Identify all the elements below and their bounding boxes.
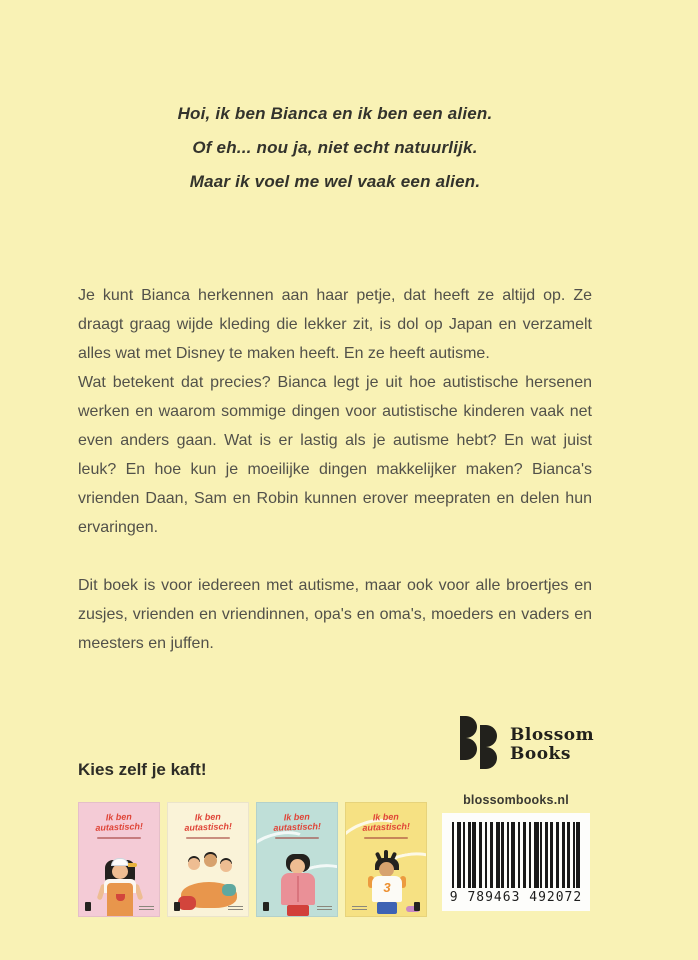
pants-shape (287, 905, 309, 916)
cover-small-print (317, 904, 332, 910)
intro-line: Hoi, ik ben Bianca en ik ben een alien. (177, 104, 493, 123)
cover-title: Ik ben autastisch! (362, 811, 411, 833)
intro-blurb (78, 97, 592, 199)
publisher-website: blossombooks.nl (463, 793, 569, 807)
shirt-number: 3 (383, 880, 391, 895)
barcode-bars (452, 822, 580, 888)
zipper-shape (297, 876, 299, 902)
clothes-shape (178, 896, 196, 910)
cover-author-line (186, 837, 230, 839)
paragraph: Je kunt Bianca herkennen aan haar petje, dat heeft ze altijd op. Ze draagt graag wijde kleding die lekker zit, is dol op Japan en verzamelt alles wat met Disney te maken heeft. En ze heeft autisme. (78, 287, 592, 362)
cover-author-line (97, 837, 141, 839)
cover-variant-teal (256, 802, 338, 917)
publisher-logo (460, 716, 594, 772)
face-shape (379, 862, 394, 877)
cover-variant-cream (167, 802, 249, 917)
publisher-mini-logo (85, 902, 91, 911)
paragraph: Dit boek is voor iedereen met autisme, maar ook voor alle broertjes en zusjes, vrienden en vriendinnen, opa's en oma's, moeders en vaders en meesters en juffen. (78, 577, 592, 652)
publisher-mini-logo (414, 902, 420, 911)
publisher-name: Blossom Books (510, 725, 595, 764)
cover-small-print (139, 904, 154, 910)
cover-title: Ik ben autastisch! (95, 811, 144, 833)
blossom-books-bb-icon (460, 716, 502, 772)
face-shape (112, 864, 128, 879)
choose-cover-label: Kies zelf je kaft! (78, 760, 207, 779)
paragraph: Wat betekent dat precies? Bianca legt je uit hoe autistische hersenen werken en waarom sommige dingen voor autistische kinderen vaak net even anders gaan. Wat is er lastig als je autisme hebt? En wat juist leuk? En hoe kun je moeilijke dingen makkelijker maken? Bianca's vrienden Daan, Sam en Robin kunnen erover meepraten en delen hun ervaringen. (78, 374, 592, 536)
face-shape (188, 858, 200, 870)
cover-small-print (352, 904, 367, 910)
publisher-mini-logo (263, 902, 269, 911)
cover-variant-pink (78, 802, 160, 917)
face-shape (204, 854, 217, 867)
cover-variant-yellow (345, 802, 427, 917)
back-cover-text (78, 281, 592, 658)
cover-variants-row (78, 802, 427, 917)
cover-small-print (228, 904, 243, 910)
cap-brim-shape (128, 863, 137, 867)
cover-title: Ik ben autastisch! (184, 811, 233, 833)
face-shape (290, 859, 305, 874)
face-shape (220, 860, 232, 872)
shorts-shape (377, 902, 397, 914)
cap-shape (111, 858, 129, 866)
isbn-number: 9 789463 492072 (449, 890, 583, 905)
intro-line: Of eh... nou ja, niet echt natuurlijk. (192, 138, 478, 157)
cover-title: Ik ben autastisch! (273, 811, 322, 833)
publisher-mini-logo (174, 902, 180, 911)
intro-line: Maar ik voel me wel vaak een alien. (189, 172, 481, 191)
pocket-shape (116, 894, 125, 901)
barcode (442, 813, 590, 911)
clothes-shape (222, 884, 236, 896)
